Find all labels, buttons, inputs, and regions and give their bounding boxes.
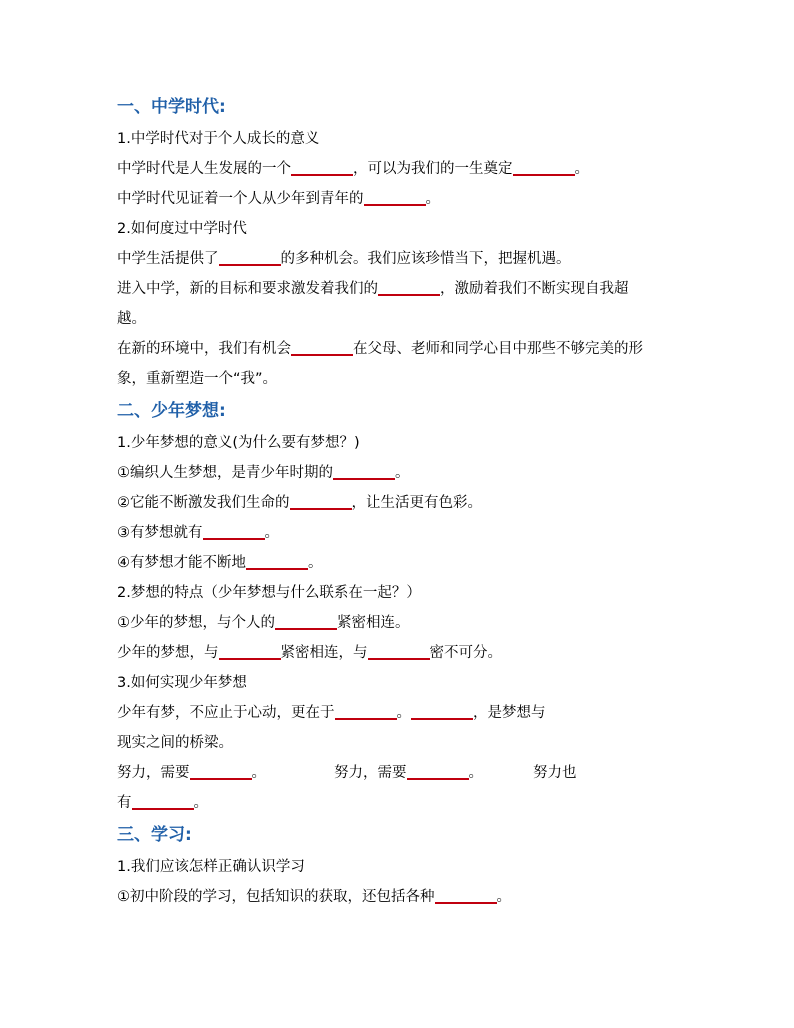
answer-blank[interactable] — [190, 762, 252, 780]
text-segment: 。 — [251, 765, 266, 781]
text-segment: 少年有梦，不应止于心动，更在于 — [117, 705, 335, 721]
fill-in-line — [117, 758, 697, 788]
text-segment: 有 — [117, 795, 132, 811]
question-line: 1.我们应该怎样正确认识学习 — [117, 859, 305, 875]
question-line: 1.少年梦想的意义(为什么要有梦想？) — [117, 435, 360, 451]
text-segment: ①编织人生梦想，是青少年时期的 — [117, 465, 333, 481]
text-segment: 。 — [396, 705, 411, 721]
text-segment: 紧密相连，与 — [280, 645, 368, 661]
text-segment: 中学生活提供了 — [117, 251, 219, 267]
question-line: 3.如何实现少年梦想 — [117, 675, 247, 691]
fill-in-line — [117, 244, 697, 274]
answer-blank[interactable] — [246, 552, 308, 570]
text-segment: 中学时代见证着一个人从少年到青年的 — [117, 191, 364, 207]
text-segment: 少年的梦想，与 — [117, 645, 219, 661]
text-segment: 的多种机会。我们应该珍惜当下，把握机遇。 — [280, 251, 571, 267]
answer-blank[interactable] — [333, 462, 395, 480]
fill-in-line — [117, 788, 697, 818]
section-heading-dreams: 二、少年梦想: — [117, 401, 226, 421]
answer-blank[interactable] — [219, 642, 281, 660]
text-segment: ，可以为我们的一生奠定 — [353, 161, 513, 177]
text-segment: ，让生活更有色彩。 — [351, 495, 482, 511]
continuation-line: 象，重新塑造一个“我”。 — [117, 371, 278, 387]
answer-blank[interactable] — [291, 338, 353, 356]
answer-blank[interactable] — [513, 158, 575, 176]
text-segment: 努力，需要 — [117, 765, 190, 781]
document-content — [117, 90, 697, 912]
text-segment: ，激励着我们不断实现自我超 — [440, 281, 629, 297]
question-line: 2.梦想的特点（少年梦想与什么联系在一起？） — [117, 585, 421, 601]
text-segment: 。 — [425, 191, 440, 207]
text-segment: ③有梦想就有 — [117, 525, 203, 541]
text-segment: ②它能不断激发我们生命的 — [117, 495, 290, 511]
fill-in-line — [117, 184, 697, 214]
text-segment: 紧密相连。 — [337, 615, 410, 631]
question-line: 2.如何度过中学时代 — [117, 221, 247, 237]
text-segment: 。 — [468, 765, 483, 781]
answer-blank[interactable] — [290, 492, 352, 510]
text-segment: 。 — [308, 555, 323, 571]
answer-blank[interactable] — [275, 612, 337, 630]
answer-blank[interactable] — [335, 702, 397, 720]
text-segment: 在父母、老师和同学心目中那些不够完美的形 — [353, 341, 643, 357]
answer-blank[interactable] — [368, 642, 430, 660]
fill-in-line — [117, 488, 697, 518]
text-segment: 中学时代是人生发展的一个 — [117, 161, 291, 177]
text-segment: 进入中学，新的目标和要求激发着我们的 — [117, 281, 378, 297]
question-line: 1.中学时代对于个人成长的意义 — [117, 131, 320, 147]
section-heading-study: 三、学习: — [117, 825, 192, 845]
answer-blank[interactable] — [203, 522, 265, 540]
text-segment: 。 — [193, 795, 208, 811]
answer-blank[interactable] — [291, 158, 353, 176]
text-segment: ④有梦想才能不断地 — [117, 555, 246, 571]
answer-blank[interactable] — [132, 792, 194, 810]
text-segment: 。 — [264, 525, 279, 541]
text-segment: ①少年的梦想，与个人的 — [117, 615, 275, 631]
fill-in-line — [117, 698, 697, 728]
text-segment: 努力，需要 — [334, 765, 407, 781]
text-segment: 努力也 — [533, 765, 577, 781]
fill-in-line — [117, 518, 697, 548]
fill-in-line — [117, 334, 697, 364]
answer-blank[interactable] — [219, 248, 281, 266]
fill-in-line — [117, 548, 697, 578]
text-segment: 。 — [574, 161, 589, 177]
text-segment: 。 — [395, 465, 410, 481]
continuation-line: 越。 — [117, 311, 146, 327]
answer-blank[interactable] — [378, 278, 440, 296]
fill-in-line — [117, 608, 697, 638]
fill-in-line — [117, 154, 697, 184]
fill-in-line — [117, 882, 697, 912]
fill-in-line — [117, 638, 697, 668]
answer-blank[interactable] — [364, 188, 426, 206]
fill-in-line — [117, 458, 697, 488]
fill-in-line — [117, 274, 697, 304]
text-segment: 密不可分。 — [429, 645, 502, 661]
answer-blank[interactable] — [411, 702, 473, 720]
section-heading-middle-school: 一、中学时代: — [117, 97, 226, 117]
text-segment: 。 — [496, 889, 511, 905]
text-segment: ，是梦想与 — [473, 705, 546, 721]
answer-blank[interactable] — [435, 886, 497, 904]
answer-blank[interactable] — [407, 762, 469, 780]
continuation-line: 现实之间的桥梁。 — [117, 735, 233, 751]
text-segment: 在新的环境中，我们有机会 — [117, 341, 291, 357]
text-segment: ①初中阶段的学习，包括知识的获取，还包括各种 — [117, 889, 435, 905]
